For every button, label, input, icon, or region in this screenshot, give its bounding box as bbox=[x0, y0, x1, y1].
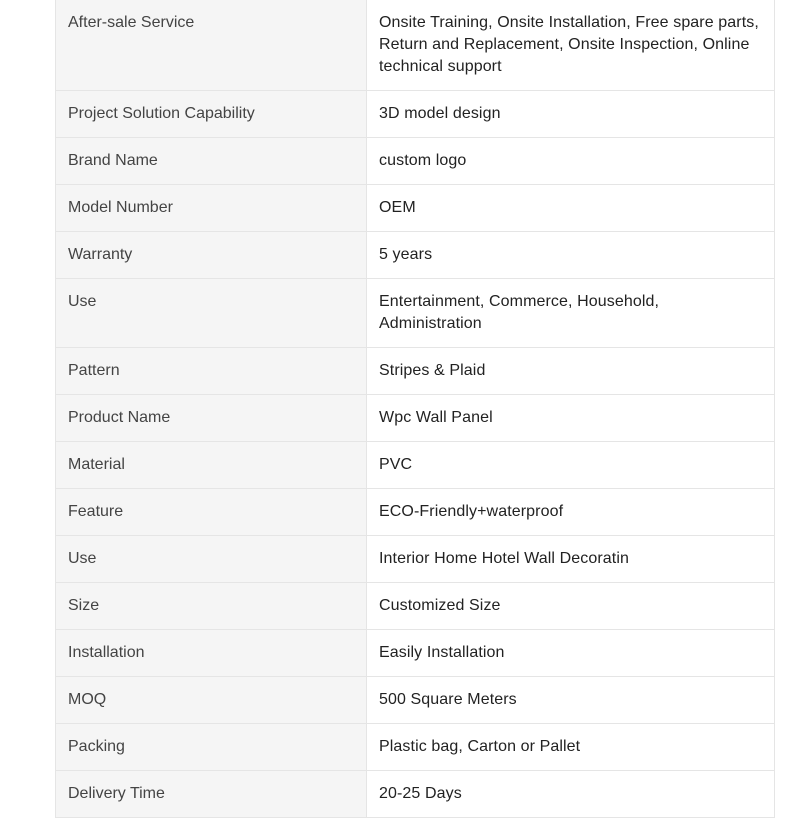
table-row bbox=[56, 232, 775, 279]
spec-label: Product Name bbox=[56, 395, 367, 442]
spec-value-text: 500 Square Meters bbox=[379, 691, 517, 708]
spec-value bbox=[367, 724, 775, 771]
spec-value-text: Easily Installation bbox=[379, 644, 505, 661]
table-row bbox=[56, 279, 775, 348]
spec-label: Use bbox=[56, 279, 367, 348]
spec-label: Brand Name bbox=[56, 138, 367, 185]
spec-value bbox=[367, 395, 775, 442]
table-row bbox=[56, 348, 775, 395]
table-row bbox=[56, 395, 775, 442]
spec-value-text: 5 years bbox=[379, 246, 433, 263]
spec-value-text: custom logo bbox=[379, 152, 467, 169]
spec-label: After-sale Service bbox=[56, 0, 367, 91]
spec-value-text: Entertainment, Commerce, Household, Administration bbox=[379, 293, 660, 332]
spec-value bbox=[367, 536, 775, 583]
spec-value-text: 3D model design bbox=[379, 105, 501, 122]
spec-label: Feature bbox=[56, 489, 367, 536]
spec-label: Packing bbox=[56, 724, 367, 771]
spec-label: Delivery Time bbox=[56, 771, 367, 818]
spec-label: Use bbox=[56, 536, 367, 583]
spec-value-text: Onsite Training, Onsite Installation, Free spare parts, Return and Replacement, Onsite Inspection, Online technical support bbox=[379, 14, 759, 75]
spec-label: Installation bbox=[56, 630, 367, 677]
spec-value bbox=[367, 185, 775, 232]
table-row bbox=[56, 724, 775, 771]
table-row bbox=[56, 583, 775, 630]
spec-value bbox=[367, 442, 775, 489]
table-row bbox=[56, 91, 775, 138]
table-row bbox=[56, 185, 775, 232]
spec-value-text: ECO-Friendly+waterproof bbox=[379, 503, 564, 520]
spec-value-text: Stripes & Plaid bbox=[379, 362, 486, 379]
table-row bbox=[56, 536, 775, 583]
spec-value-text: PVC bbox=[379, 456, 413, 473]
spec-value bbox=[367, 489, 775, 536]
spec-label: Project Solution Capability bbox=[56, 91, 367, 138]
spec-value bbox=[367, 279, 775, 348]
spec-value-text: Interior Home Hotel Wall Decoratin bbox=[379, 550, 630, 567]
spec-value-text: Wpc Wall Panel bbox=[379, 409, 493, 426]
spec-value bbox=[367, 771, 775, 818]
spec-label: Model Number bbox=[56, 185, 367, 232]
spec-value bbox=[367, 138, 775, 185]
table-row bbox=[56, 489, 775, 536]
spec-value bbox=[367, 348, 775, 395]
table-row bbox=[56, 630, 775, 677]
spec-value-text: 20-25 Days bbox=[379, 785, 462, 802]
table-row bbox=[56, 677, 775, 724]
spec-value bbox=[367, 91, 775, 138]
table-row bbox=[56, 138, 775, 185]
spec-value bbox=[367, 232, 775, 279]
spec-value-text: OEM bbox=[379, 199, 416, 216]
spec-value bbox=[367, 677, 775, 724]
spec-label: Size bbox=[56, 583, 367, 630]
product-spec-table bbox=[55, 0, 775, 818]
spec-value-text: Customized Size bbox=[379, 597, 501, 614]
spec-label: Material bbox=[56, 442, 367, 489]
spec-value bbox=[367, 630, 775, 677]
spec-table-body bbox=[56, 0, 775, 818]
table-row bbox=[56, 0, 775, 91]
spec-label: Warranty bbox=[56, 232, 367, 279]
table-row bbox=[56, 442, 775, 489]
spec-label: Pattern bbox=[56, 348, 367, 395]
spec-value-text: Plastic bag, Carton or Pallet bbox=[379, 738, 581, 755]
spec-value bbox=[367, 583, 775, 630]
spec-label: MOQ bbox=[56, 677, 367, 724]
spec-value bbox=[367, 0, 775, 91]
table-row bbox=[56, 771, 775, 818]
